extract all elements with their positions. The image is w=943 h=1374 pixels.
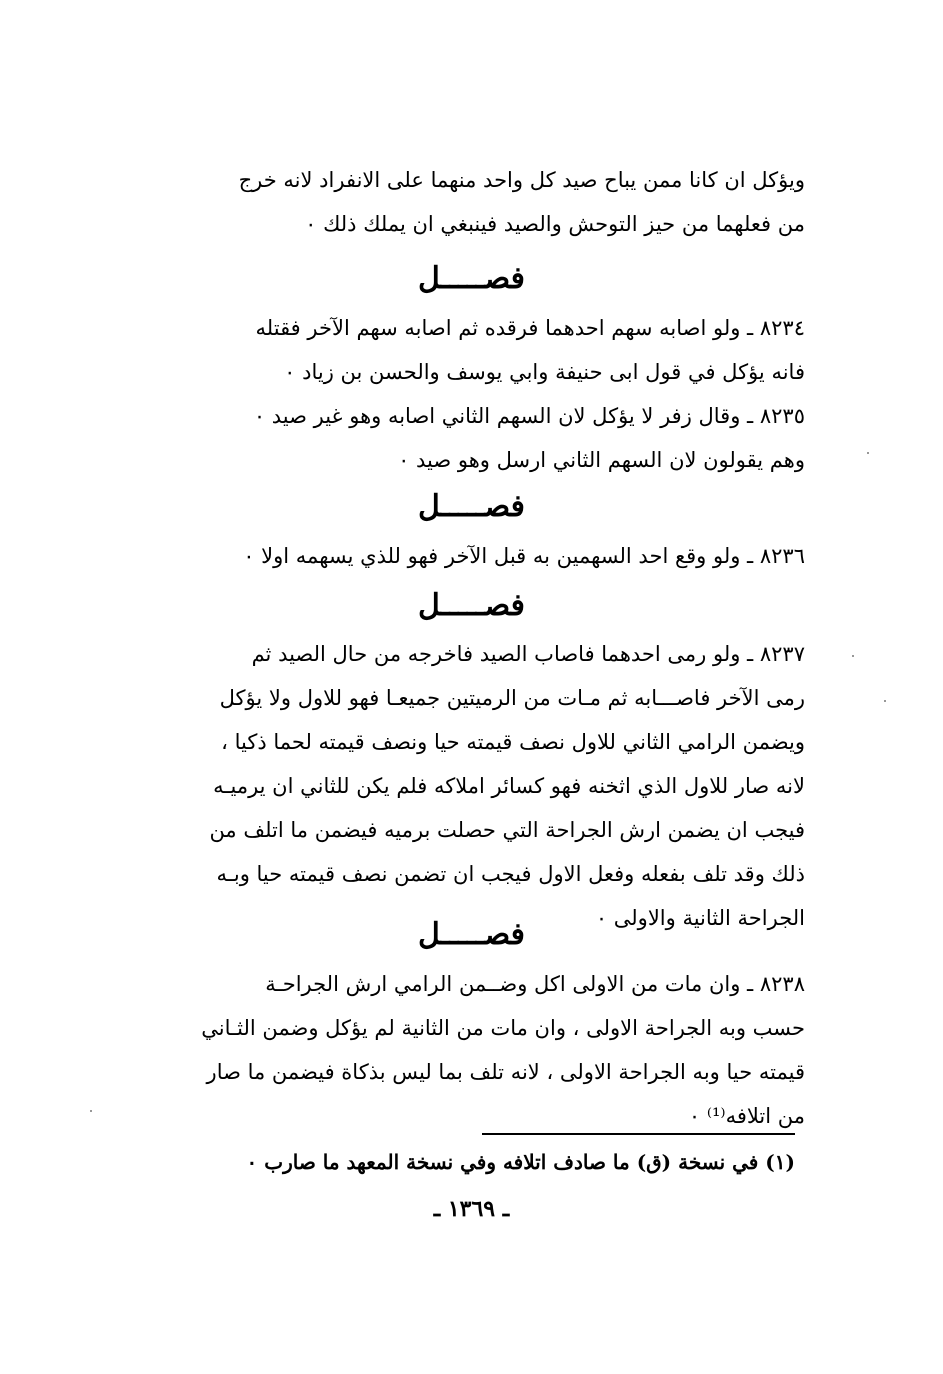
section-heading-fasl-3: فصـــــل xyxy=(417,588,526,623)
text-line: فانه يؤكل في قول ابى حنيفة وابي يوسف والحسن بن زياد ٠ xyxy=(284,360,805,384)
section-heading-fasl-4: فصـــــل xyxy=(417,917,526,952)
scan-speck xyxy=(884,700,886,702)
text-line: ٨٢٣٤ ـ ولو اصابه سهم احدهما فرقده ثم اصابه سهم الآخر فقتله xyxy=(255,316,805,340)
paragraph-8234-8235 xyxy=(155,306,805,482)
paragraph-8238 xyxy=(155,962,805,1138)
text-line: الجراحة الثانية والاولى ٠ xyxy=(595,906,805,930)
text-line: حسب وبه الجراحة الاولى ، وان مات من الثانية لم يؤكل وضمن الثـاني xyxy=(201,1016,805,1040)
text-line: ذلك وقد تلف بفعله وفعل الاول فيجب ان تضمن نصف قيمته حيا وبـه xyxy=(216,862,805,886)
paragraph-8237 xyxy=(155,632,805,940)
section-heading-fasl-1: فصـــــل xyxy=(417,261,526,296)
scan-speck xyxy=(852,655,854,657)
text-line: ٨٢٣٦ ـ ولو وقع احد السهمين به قبل الآخر فهو للذي يسهمه اولا ٠ xyxy=(243,544,805,568)
scan-speck xyxy=(90,1110,92,1112)
text-line: ٨٢٣٨ ـ وان مات من الاولى اكل وضــمن الرامي ارش الجراحـة xyxy=(265,972,805,996)
footnote: (١) في نسخة (ق) ما صادف اتلافه وفي نسخة المعهد ما صارب ٠ xyxy=(246,1150,795,1174)
text-line: قيمته حيا وبه الجراحة الاولى ، لانه تلف بما ليس بذكاة فيضمن ما صار xyxy=(206,1060,805,1084)
text-line: لانه صار للاول الذي اثخنه فهو كسائر املاكه فلم يكن للثاني ان يرميـه xyxy=(213,774,805,798)
paragraph-8236 xyxy=(155,534,805,578)
text-line: ٨٢٣٧ ـ ولو رمى احدهما فاصاب الصيد فاخرجه من حال الصيد ثم xyxy=(251,642,805,666)
page-number: ـ ١٣٦٩ ـ xyxy=(433,1196,510,1222)
text-line: رمى الآخر فاصـــابه ثم مـات من الرميتين جميعـا فهو للاول ولا يؤكل xyxy=(219,686,805,710)
text-line: ويؤكل ان كانا ممن يباح صيد كل واحد منهما على الانفراد لانه خرج xyxy=(238,168,805,192)
section-heading-fasl-2: فصـــــل xyxy=(417,489,526,524)
text-line: من فعلهما من حيز التوحش والصيد فينبغي ان يملك ذلك ٠ xyxy=(305,212,805,236)
text-line: وهم يقولون لان السهم الثاني ارسل وهو صيد ٠ xyxy=(398,448,805,472)
scan-speck xyxy=(867,452,869,454)
footnote-divider xyxy=(482,1133,795,1135)
text-line: ويضمن الرامي الثاني للاول نصف قيمته حيا ونصف قيمته لحما ذكيا ، xyxy=(221,730,805,754)
paragraph-intro xyxy=(155,158,805,246)
text-line: فيجب ان يضمن ارش الجراحة التي حصلت برميه فيضمن ما اتلف من xyxy=(209,818,805,842)
text-line: من اتلافه⁽¹⁾ ٠ xyxy=(688,1104,805,1128)
text-line: ٨٢٣٥ ـ وقال زفر لا يؤكل لان السهم الثاني اصابه وهو غير صيد ٠ xyxy=(253,404,805,428)
